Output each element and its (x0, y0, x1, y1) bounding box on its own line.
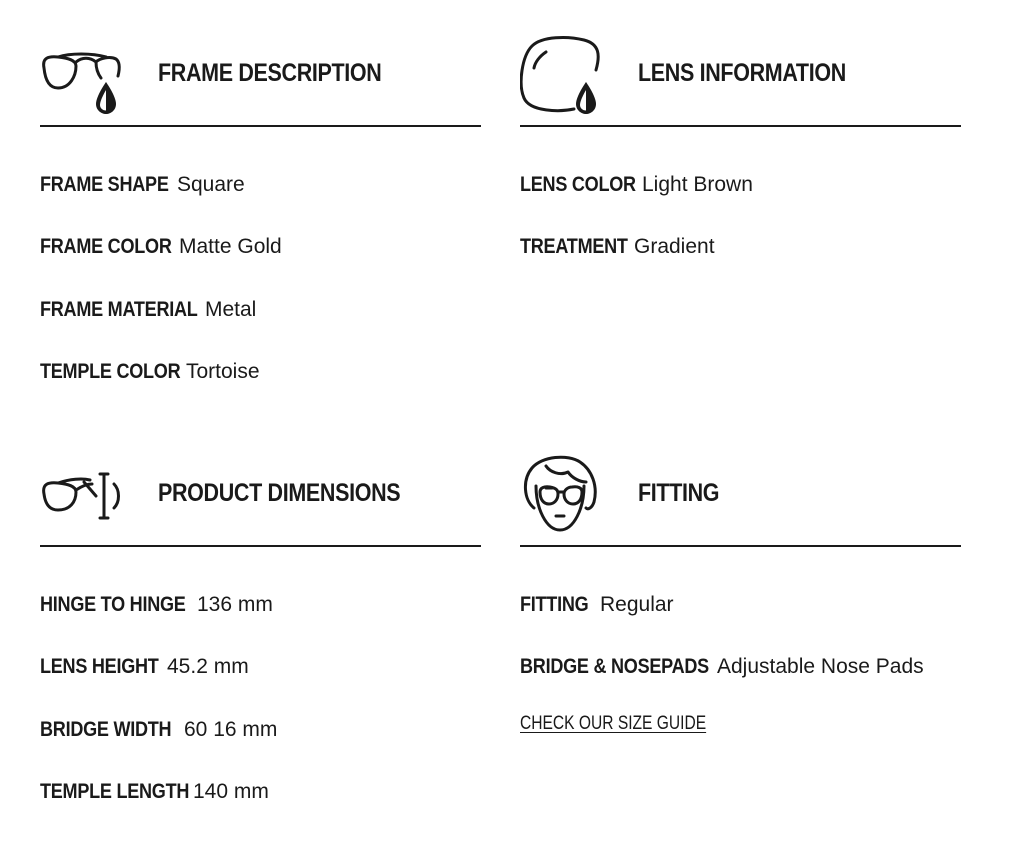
hinge-to-hinge-label: HINGE TO HINGE (40, 593, 186, 616)
temple-color-row (40, 357, 260, 387)
product-dimensions-section (40, 450, 481, 803)
frame-color-row (40, 232, 282, 262)
fitting-label: FITTING (520, 593, 589, 616)
product-dimensions-title: PRODUCT DIMENSIONS (158, 479, 401, 507)
lens-height-label: LENS HEIGHT (40, 655, 159, 678)
lens-color-label: LENS COLOR (520, 173, 636, 196)
lens-height-value: 45.2 mm (167, 655, 249, 678)
glasses-measure-icon (40, 452, 124, 536)
frame-shape-label: FRAME SHAPE (40, 173, 169, 196)
temple-length-label: TEMPLE LENGTH (40, 780, 190, 803)
bridge-nosepads-label: BRIDGE & NOSEPADS (520, 655, 709, 678)
frame-description-title: FRAME DESCRIPTION (158, 59, 382, 87)
lens-drop-icon (520, 32, 604, 116)
product-dimensions-header (40, 450, 481, 547)
frame-description-section (40, 30, 481, 383)
treatment-row (520, 232, 715, 262)
bridge-nosepads-value: Adjustable Nose Pads (717, 655, 924, 678)
fitting-row (520, 590, 674, 620)
fitting-section (520, 450, 961, 734)
fitting-value: Regular (600, 593, 674, 616)
temple-color-label: TEMPLE COLOR (40, 360, 181, 383)
frame-material-label: FRAME MATERIAL (40, 298, 198, 321)
lens-information-section (520, 30, 961, 258)
bridge-width-row (40, 715, 278, 745)
temple-length-value: 140 mm (193, 780, 269, 803)
frame-description-header (40, 30, 481, 127)
frame-color-label: FRAME COLOR (40, 235, 172, 258)
bridge-nosepads-row (520, 652, 924, 682)
frame-color-value: Matte Gold (179, 235, 282, 258)
hinge-to-hinge-value: 136 mm (197, 593, 273, 616)
treatment-value: Gradient (634, 235, 715, 258)
temple-color-value: Tortoise (186, 360, 260, 383)
fitting-title: FITTING (638, 479, 720, 507)
fitting-header (520, 450, 961, 547)
hinge-to-hinge-row (40, 590, 273, 620)
face-with-glasses-icon (520, 452, 604, 536)
frame-material-value: Metal (205, 298, 257, 321)
frame-material-row (40, 295, 257, 325)
size-guide-link[interactable]: CHECK OUR SIZE GUIDE (520, 713, 707, 734)
frame-shape-row (40, 170, 245, 200)
lens-information-header (520, 30, 961, 127)
lens-height-row (40, 652, 249, 682)
bridge-width-label: BRIDGE WIDTH (40, 718, 172, 741)
lens-information-title: LENS INFORMATION (638, 59, 846, 87)
temple-length-row (40, 777, 269, 807)
treatment-label: TREATMENT (520, 235, 628, 258)
bridge-width-value: 60 16 mm (184, 718, 278, 741)
lens-color-row (520, 170, 753, 200)
lens-color-value: Light Brown (642, 173, 753, 196)
frame-shape-value: Square (177, 173, 245, 196)
aviator-glasses-drop-icon (40, 32, 124, 116)
